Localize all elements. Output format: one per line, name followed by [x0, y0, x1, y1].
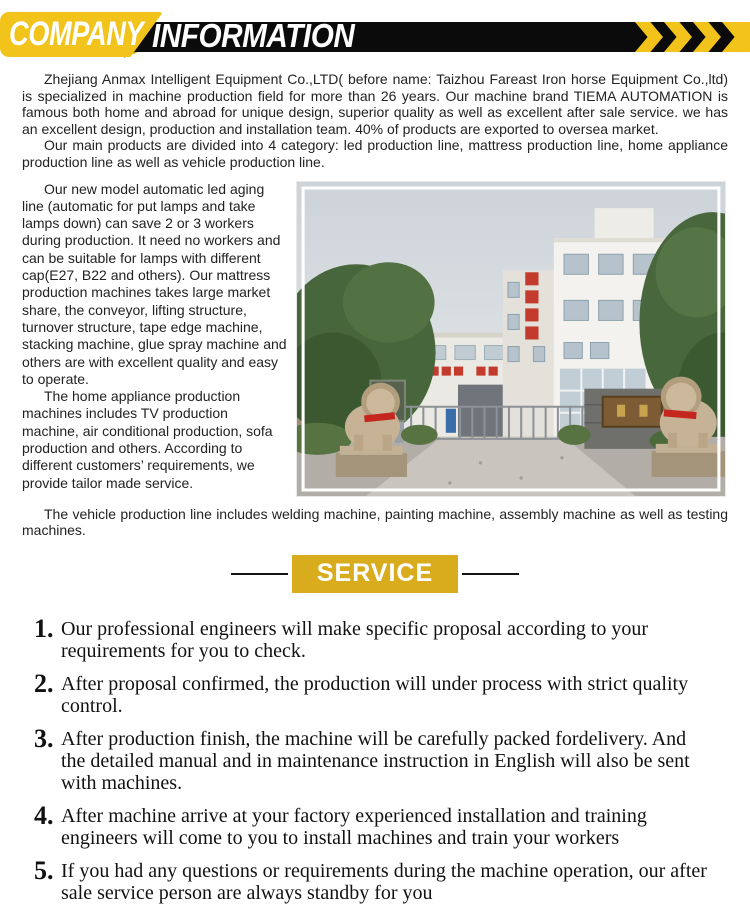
- left-column-paragraph-2: The home appliance production machines includes TV production machine, air conditional production, sofa production and others. According to different customers’ requirements, we provide tailor made service.: [22, 388, 273, 491]
- chevron-icon: [635, 22, 663, 52]
- item-text: After proposal confirmed, the production will under process with strict quality control.: [61, 672, 689, 717]
- service-list: [34, 613, 714, 904]
- header-title-company: COMPANY: [9, 15, 144, 53]
- chevron-icon: [693, 22, 721, 52]
- banner-line-left: [231, 573, 288, 575]
- item-number: 1.: [34, 613, 54, 643]
- penthouse: [595, 208, 654, 242]
- item-number: 3.: [34, 723, 54, 753]
- chevron-icon: [664, 22, 692, 52]
- chevron-arrows-icon: [635, 22, 750, 52]
- banner-line-right: [462, 573, 519, 575]
- service-banner: [0, 555, 750, 593]
- item-text: After production finish, the machine will be carefully packed fordelivery. And the detailed manual and in maintenance instruction in English will also be sent with machines.: [61, 727, 690, 794]
- factory-photo-illustration: [297, 182, 725, 496]
- item-number: 2.: [34, 668, 54, 698]
- list-item: [34, 723, 714, 794]
- item-text: Our professional engineers will make specific proposal according to your requirements for you to check.: [61, 617, 649, 662]
- list-item: [34, 668, 714, 717]
- header-title-information: INFORMATION: [152, 17, 355, 54]
- service-title: SERVICE: [292, 555, 458, 593]
- item-number: 4.: [34, 800, 54, 830]
- left-column-paragraph-1: Our new model automatic led aging line (automatic for put lamps and take lamps down) can save 2 or 3 workers during production. It need no workers and can be suitable for lamps with different cap(E27, B22 and others). Our mattress production machines takes large market share, the conveyor, lifting structure, turnover structure, tape edge machine, stacking machine, glue spray machine and others are with excellent quality and easy to operate.: [22, 180, 287, 387]
- item-text: After machine arrive at your factory experienced installation and training engineers will come to you to install machines and train your workers: [61, 804, 647, 849]
- intro-paragraph-2: Our main products are divided into 4 category: led production line, mattress production line, home appliance production line as well as vehicle production line.: [22, 137, 728, 170]
- chevron-end-block: [722, 22, 750, 52]
- factory-photo: [296, 181, 726, 497]
- list-item: [34, 855, 714, 904]
- list-item: [34, 800, 714, 849]
- item-number: 5.: [34, 855, 54, 885]
- intro-paragraph-1: Zhejiang Anmax Intelligent Equipment Co.,LTD( before name: Taizhou Fareast Iron horse Equipment Co.,ltd) is specialized in machine production field for more than 26 years. Our machine brand TIEMA AUTOMATION is famous both home and abroad for unique design, superior quality as well as excellent after sale service. we has an excellent design, production and installation team. 40% of products are exported to oversea market.: [22, 71, 728, 137]
- list-item: [34, 613, 714, 662]
- media-row: [22, 181, 726, 497]
- item-text: If you had any questions or requirements during the machine operation, our after sale service person are always standby for you: [61, 859, 707, 904]
- left-text-column: [22, 181, 288, 497]
- vehicle-paragraph: The vehicle production line includes welding machine, painting machine, assembly machine as well as testing machines.: [22, 505, 728, 539]
- section-header: [0, 0, 750, 58]
